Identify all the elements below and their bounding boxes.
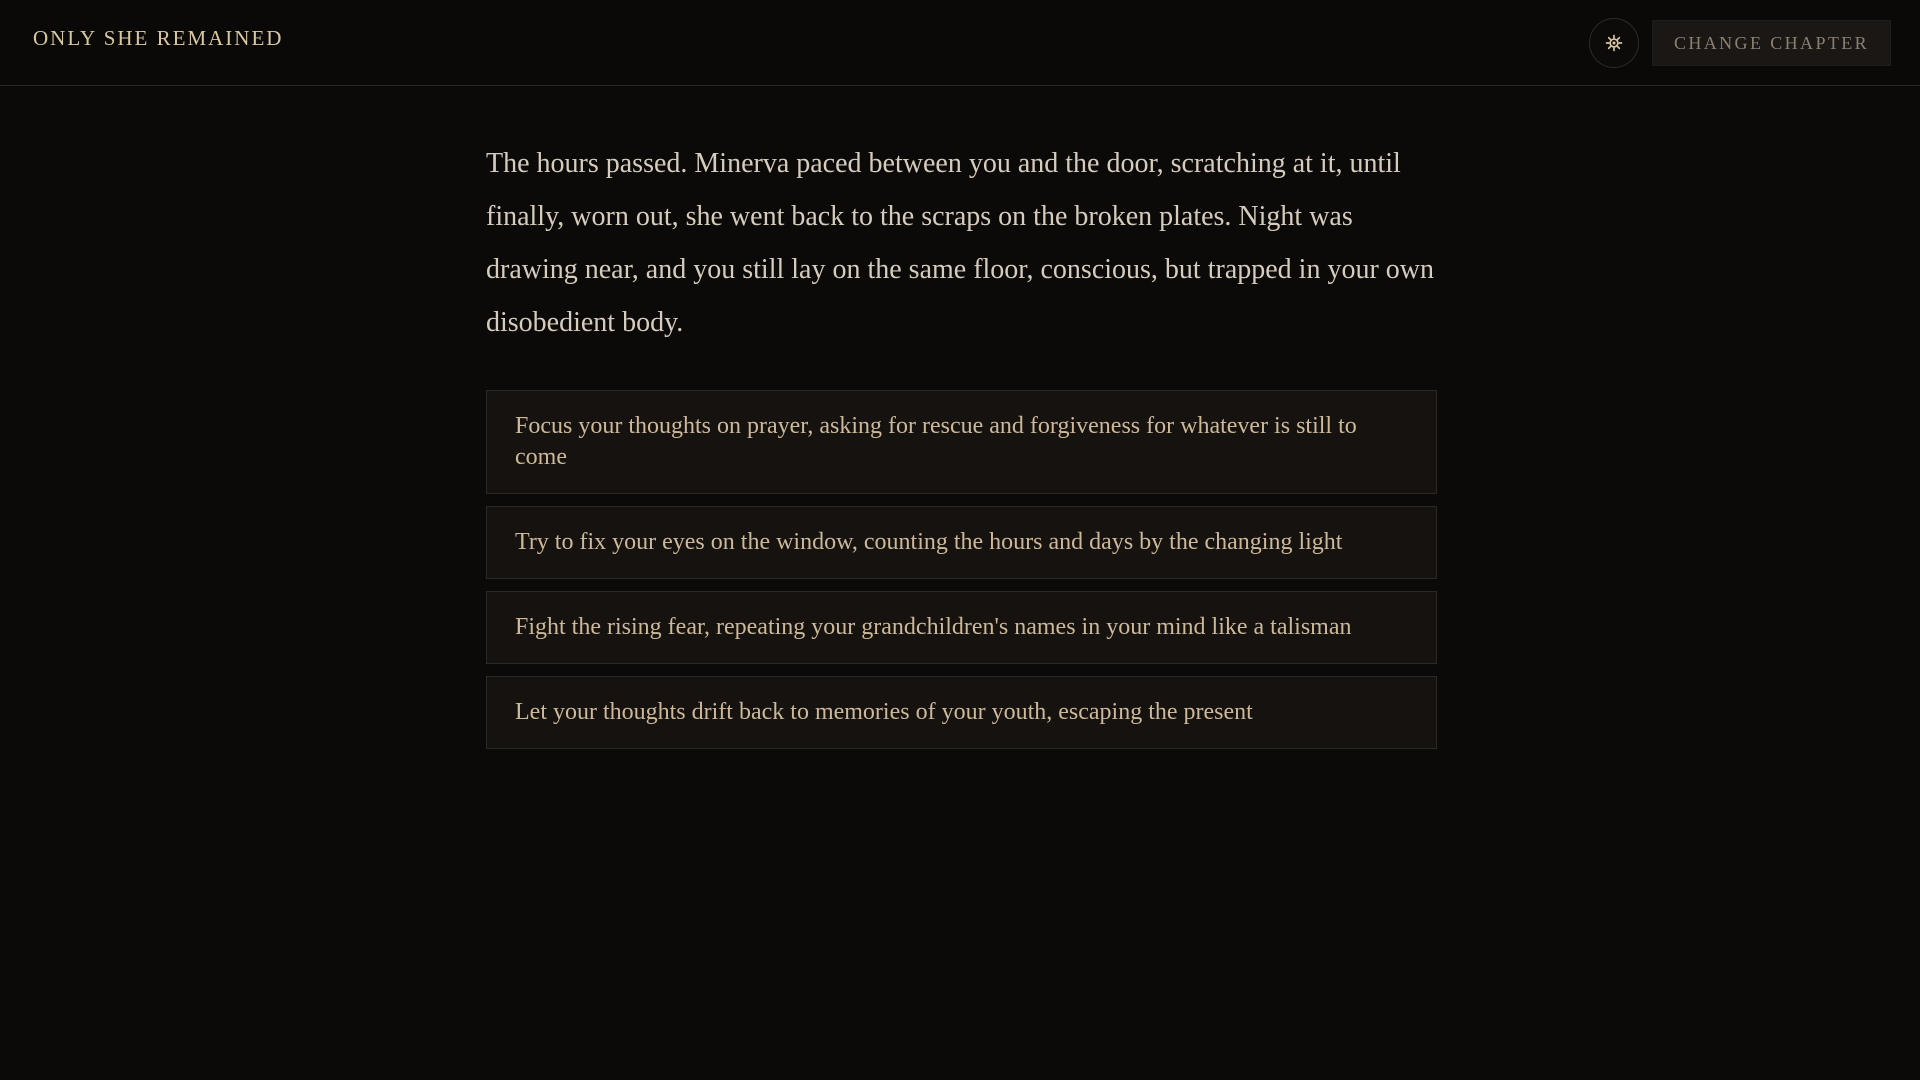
settings-button[interactable] bbox=[1589, 18, 1639, 68]
choice-grandchildren[interactable]: Fight the rising fear, repeating your grandchildren's names in your mind like a talisman bbox=[486, 591, 1437, 664]
story-text: The hours passed. Minerva paced between you and the door, scratching at it, until finally, worn out, she went back to the scraps on the broken plates. Night was drawing near, and you still lay on the same floor, conscious, but trapped in your own disobedient body. bbox=[486, 148, 1434, 338]
game-title: ONLY SHE REMAINED bbox=[33, 26, 284, 50]
top-bar bbox=[0, 0, 1920, 86]
choice-prayer[interactable]: Focus your thoughts on prayer, asking for rescue and forgiveness for whatever is still to come bbox=[486, 390, 1437, 494]
gear-icon bbox=[1605, 34, 1623, 52]
choice-memories[interactable]: Let your thoughts drift back to memories of your youth, escaping the present bbox=[486, 676, 1437, 749]
change-chapter-button[interactable]: CHANGE CHAPTER bbox=[1652, 20, 1891, 66]
choice-window[interactable]: Try to fix your eyes on the window, counting the hours and days by the changing light bbox=[486, 506, 1437, 579]
choice-list bbox=[486, 390, 1437, 761]
